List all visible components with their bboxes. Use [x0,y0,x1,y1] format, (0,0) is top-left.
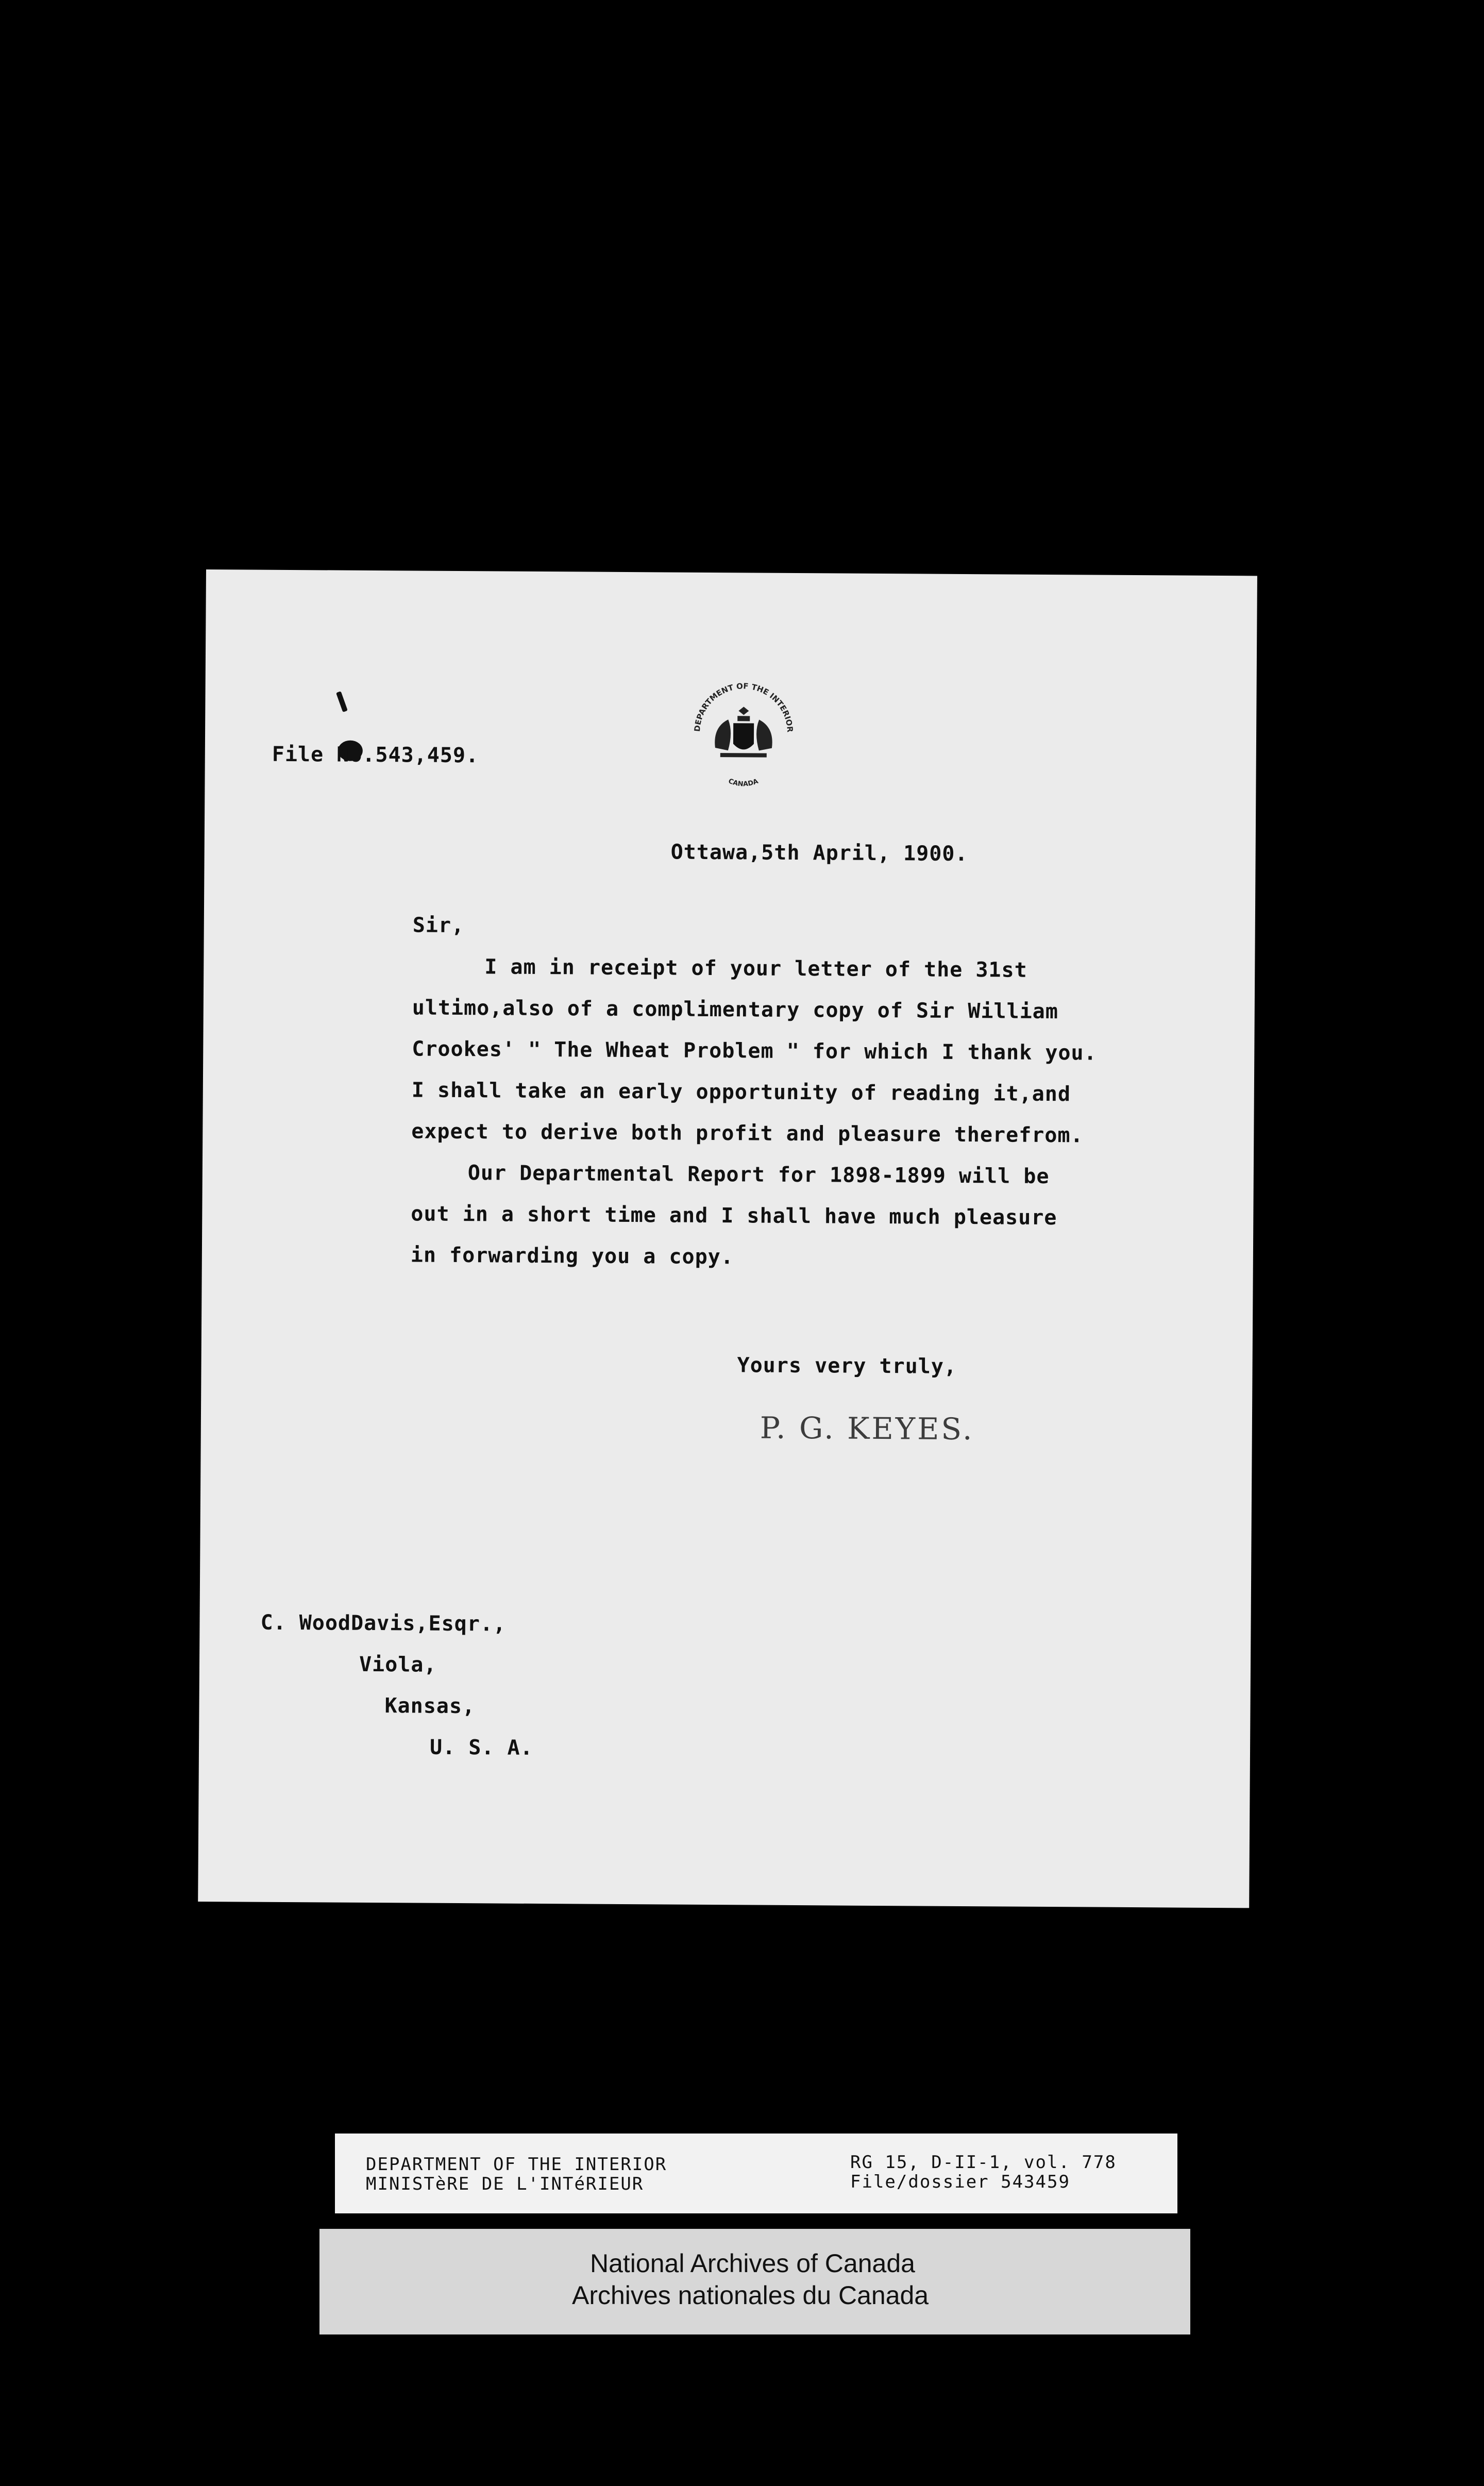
body-line: Crookes' " The Wheat Problem " for which I thank you. [412,1037,1097,1065]
signature: P. G. KEYES. [760,1410,974,1447]
body-line: I shall take an early opportunity of reading it,and [411,1078,1071,1106]
body-line: I am in receipt of your letter of the 31st [484,955,1027,982]
archives-banner [319,2229,1190,2334]
body-line: expect to derive both profit and pleasure therefrom. [411,1119,1084,1148]
address-line: Kansas, [384,1694,476,1719]
salutation: Sir, [412,913,465,938]
file-dossier-number: File/dossier 543459 [850,2172,1070,2192]
letter-date: Ottawa,5th April, 1900. [670,840,968,866]
department-name-en: DEPARTMENT OF THE INTERIOR [366,2154,667,2175]
body-line: out in a short time and I shall have much pleasure [411,1202,1057,1230]
letter-page [198,569,1257,1908]
archive-reference-label [335,2134,1177,2213]
file-number: File No.543,459. [272,742,479,768]
seal-bottom-text: CANADA [727,777,760,788]
closing: Yours very truly, [737,1353,957,1379]
svg-text:CANADA [727,777,760,788]
archives-name-fr: Archives nationales du Canada [572,2281,929,2310]
address-line: Viola, [359,1652,437,1677]
body-line: Our Departmental Report for 1898-1899 will be [467,1161,1050,1189]
body-line: ultimo,also of a complimentary copy of Sir William [412,996,1059,1024]
ink-mark [336,691,348,712]
seal-top-text: DEPARTMENT OF THE INTERIOR [692,681,795,733]
record-group-reference: RG 15, D-II-1, vol. 778 [850,2152,1117,2173]
body-line: in forwarding you a copy. [410,1243,734,1269]
department-name-fr: MINISTèRE DE L'INTéRIEUR [366,2174,644,2194]
coat-of-arms-icon [715,707,772,758]
address-line: C. WoodDavis,Esqr., [260,1610,507,1636]
department-seal [684,670,803,790]
address-line: U. S. A. [429,1735,533,1760]
archives-name-en: National Archives of Canada [590,2249,915,2278]
